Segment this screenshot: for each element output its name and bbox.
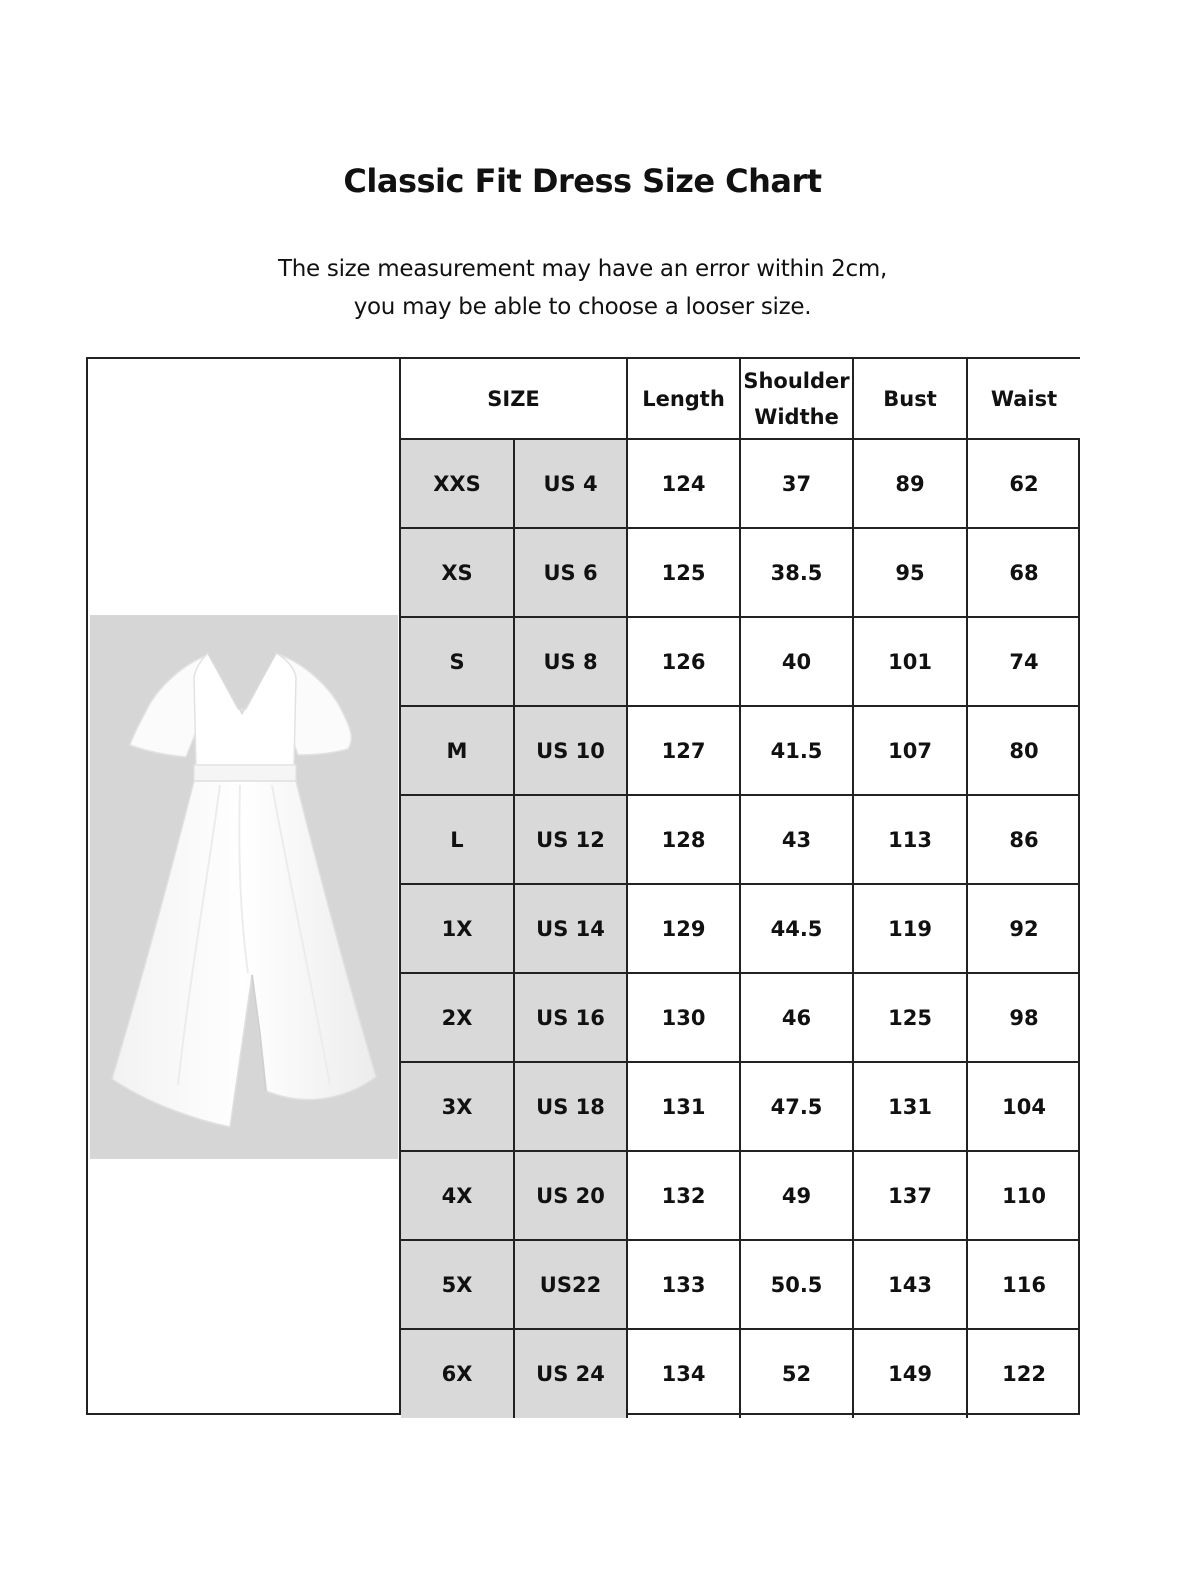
cell-waist: 98 [967,973,1080,1062]
cell-us-size: US 8 [514,617,627,706]
table-row [401,795,1080,884]
cell-waist: 92 [967,884,1080,973]
cell-waist: 110 [967,1151,1080,1240]
cell-length: 131 [627,1062,740,1151]
header-shoulder-line-1: Shoulder [743,368,850,393]
cell-us-size: US 18 [514,1062,627,1151]
cell-bust: 119 [853,884,967,973]
product-image-column [88,359,401,1413]
cell-waist: 80 [967,706,1080,795]
cell-us-size: US 14 [514,884,627,973]
cell-bust: 89 [853,439,967,528]
cell-size: XXS [401,439,514,528]
table-row [401,617,1080,706]
size-chart [86,357,1080,1415]
cell-waist: 74 [967,617,1080,706]
cell-length: 128 [627,795,740,884]
size-note-line-2: you may be able to choose a looser size. [353,294,812,320]
cell-shoulder: 38.5 [740,528,853,617]
cell-us-size: US 10 [514,706,627,795]
cell-us-size: US 16 [514,973,627,1062]
header-size: SIZE [401,359,627,439]
size-note [0,250,1165,326]
cell-us-size: US 12 [514,795,627,884]
cell-shoulder: 37 [740,439,853,528]
cell-us-size: US22 [514,1240,627,1329]
cell-shoulder: 52 [740,1329,853,1418]
cell-length: 134 [627,1329,740,1418]
cell-length: 132 [627,1151,740,1240]
cell-length: 130 [627,973,740,1062]
cell-waist: 86 [967,795,1080,884]
cell-waist: 116 [967,1240,1080,1329]
cell-shoulder: 50.5 [740,1240,853,1329]
dress-icon [90,615,398,1159]
size-table [401,359,1080,1418]
header-shoulder-line-2: Widthe [754,404,839,429]
size-note-line-1: The size measurement may have an error within 2cm, [278,256,887,282]
cell-waist: 62 [967,439,1080,528]
cell-size: 2X [401,973,514,1062]
cell-bust: 143 [853,1240,967,1329]
cell-size: L [401,795,514,884]
cell-shoulder: 40 [740,617,853,706]
cell-us-size: US 6 [514,528,627,617]
table-row [401,884,1080,973]
cell-bust: 137 [853,1151,967,1240]
cell-length: 125 [627,528,740,617]
cell-bust: 95 [853,528,967,617]
table-header-row [401,359,1080,439]
cell-length: 124 [627,439,740,528]
cell-bust: 125 [853,973,967,1062]
cell-shoulder: 41.5 [740,706,853,795]
cell-shoulder: 44.5 [740,884,853,973]
cell-us-size: US 24 [514,1329,627,1418]
table-row [401,1062,1080,1151]
cell-length: 129 [627,884,740,973]
cell-bust: 107 [853,706,967,795]
cell-size: 1X [401,884,514,973]
cell-size: S [401,617,514,706]
header-waist: Waist [967,359,1080,439]
cell-bust: 101 [853,617,967,706]
table-row [401,706,1080,795]
cell-waist: 68 [967,528,1080,617]
header-length: Length [627,359,740,439]
table-row [401,973,1080,1062]
cell-length: 126 [627,617,740,706]
header-bust: Bust [853,359,967,439]
cell-size: 3X [401,1062,514,1151]
cell-shoulder: 46 [740,973,853,1062]
cell-length: 133 [627,1240,740,1329]
cell-bust: 131 [853,1062,967,1151]
cell-shoulder: 43 [740,795,853,884]
table-row [401,439,1080,528]
table-row [401,528,1080,617]
cell-length: 127 [627,706,740,795]
table-row [401,1151,1080,1240]
cell-size: 6X [401,1329,514,1418]
cell-waist: 104 [967,1062,1080,1151]
cell-size: 4X [401,1151,514,1240]
cell-us-size: US 20 [514,1151,627,1240]
cell-bust: 149 [853,1329,967,1418]
white-dress-image [90,615,398,1159]
cell-size: 5X [401,1240,514,1329]
cell-shoulder: 49 [740,1151,853,1240]
cell-bust: 113 [853,795,967,884]
cell-waist: 122 [967,1329,1080,1418]
table-row [401,1329,1080,1418]
cell-shoulder: 47.5 [740,1062,853,1151]
cell-size: M [401,706,514,795]
page-title: Classic Fit Dress Size Chart [343,162,822,200]
table-row [401,1240,1080,1329]
cell-size: XS [401,528,514,617]
cell-us-size: US 4 [514,439,627,528]
header-shoulder-width [740,359,853,439]
